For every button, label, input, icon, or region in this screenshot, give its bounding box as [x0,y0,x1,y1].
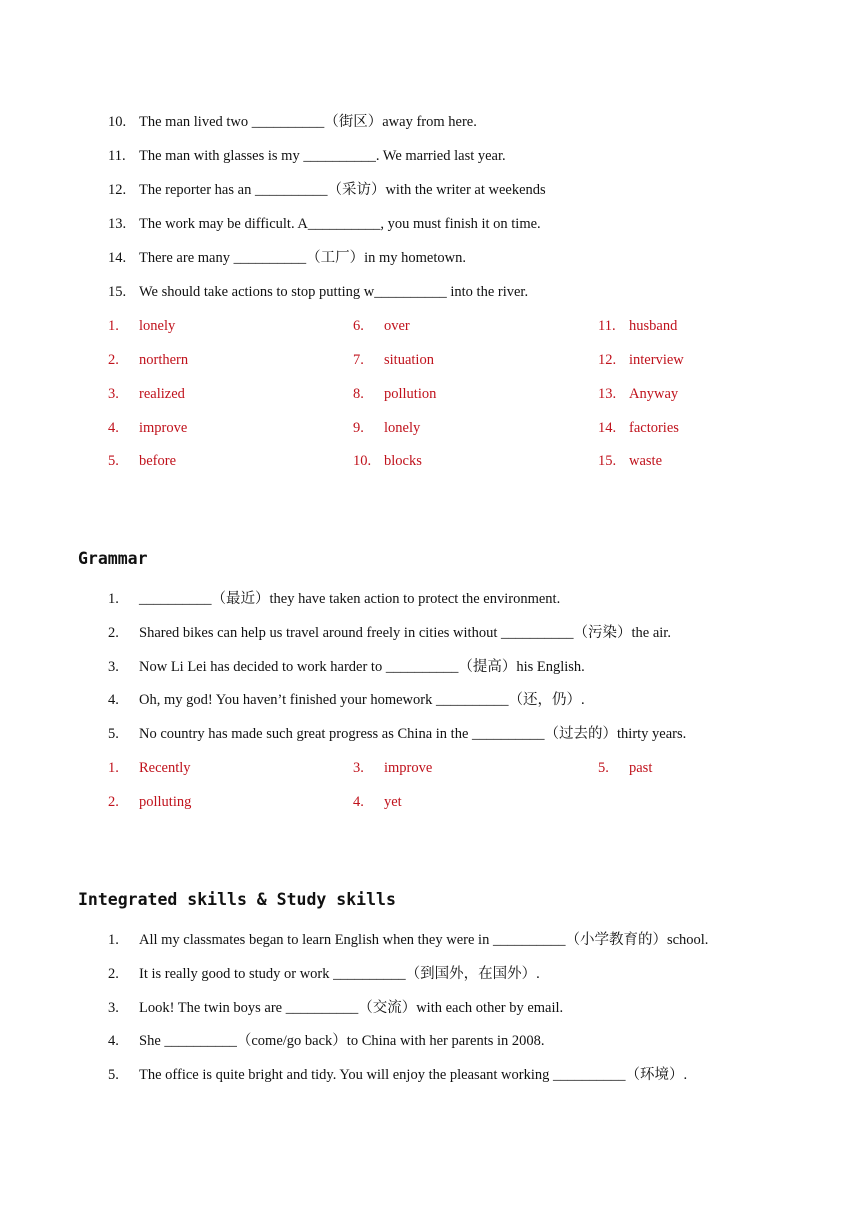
answer-number: 5. [598,760,609,776]
question-number: 12. [108,182,127,198]
question-number: 11. [108,148,126,164]
question-text: The work may be difficult. A__________, you must finish it on time. [139,216,541,232]
question-number: 1. [108,932,119,948]
question-number: 4. [108,1033,119,1049]
question-text: Look! The twin boys are __________（交流）with each other by email. [139,1000,564,1016]
answer-number: 13. [598,386,617,402]
answer-word: lonely [384,420,421,436]
answer-word: improve [384,760,433,776]
question-number: 3. [108,659,119,675]
question-text: Now Li Lei has decided to work harder to __________（提高）his English. [139,659,585,675]
question-number: 2. [108,966,119,982]
question-text: We should take actions to stop putting w__________ into the river. [139,284,529,300]
answer-word: before [139,453,177,469]
question-number: 1. [108,591,119,607]
answer-word: improve [139,420,188,436]
question-number: 5. [108,1067,119,1083]
answer-word: blocks [384,453,422,469]
answer-number: 5. [108,453,119,469]
question-text: She __________（come/go back）to China with her parents in 2008. [139,1033,545,1049]
answer-number: 3. [353,760,364,776]
answer-word: yet [384,794,402,810]
answer-word: over [384,318,410,334]
question-text: All my classmates began to learn English when they were in __________（小学教育的）school. [139,932,709,948]
question-number: 5. [108,726,119,742]
answer-word: Recently [139,760,191,776]
section-title-grammar: Grammar [78,549,148,568]
answer-number: 7. [353,352,364,368]
question-text: The man with glasses is my __________. We married last year. [139,148,506,164]
question-number: 3. [108,1000,119,1016]
question-text: Shared bikes can help us travel around freely in cities without __________（污染）the air. [139,625,671,641]
answer-number: 4. [353,794,364,810]
question-number: 10. [108,114,127,130]
question-text: There are many __________（工厂）in my hometown. [139,250,466,266]
question-number: 14. [108,250,127,266]
answer-number: 8. [353,386,364,402]
answer-word: realized [139,386,185,402]
answer-word: situation [384,352,434,368]
question-text: The reporter has an __________（采访）with the writer at weekends [139,182,546,198]
answer-word: Anyway [629,386,679,402]
answer-word: waste [629,453,663,469]
answer-number: 2. [108,352,119,368]
answer-number: 1. [108,318,119,334]
question-number: 15. [108,284,127,300]
answer-word: northern [139,352,189,368]
answer-word: pollution [384,386,437,402]
answer-number: 15. [598,453,617,469]
answer-number: 3. [108,386,119,402]
answer-word: interview [629,352,684,368]
question-text: It is really good to study or work __________（到国外，在国外）. [139,966,540,982]
section-title-integrated-skills: Integrated skills & Study skills [78,890,396,909]
answer-word: past [629,760,653,776]
answer-number: 4. [108,420,119,436]
question-text: The man lived two __________（街区）away from here. [139,114,477,130]
question-text: Oh, my god! You haven’t finished your homework __________（还，仍）. [139,692,585,708]
answer-number: 10. [353,453,372,469]
answer-number: 9. [353,420,364,436]
question-text: The office is quite bright and tidy. You will enjoy the pleasant working __________（环境）. [139,1067,688,1083]
answer-number: 14. [598,420,617,436]
question-number: 4. [108,692,119,708]
answer-word: polluting [139,794,192,810]
question-number: 13. [108,216,127,232]
answer-number: 12. [598,352,617,368]
answer-word: factories [629,420,679,436]
answer-number: 11. [598,318,616,334]
answer-word: lonely [139,318,176,334]
answer-word: husband [629,318,678,334]
question-text: __________（最近）they have taken action to protect the environment. [139,591,561,607]
answer-number: 6. [353,318,364,334]
question-text: No country has made such great progress as China in the __________（过去的）thirty years. [139,726,687,742]
answer-number: 1. [108,760,119,776]
question-number: 2. [108,625,119,641]
answer-number: 2. [108,794,119,810]
